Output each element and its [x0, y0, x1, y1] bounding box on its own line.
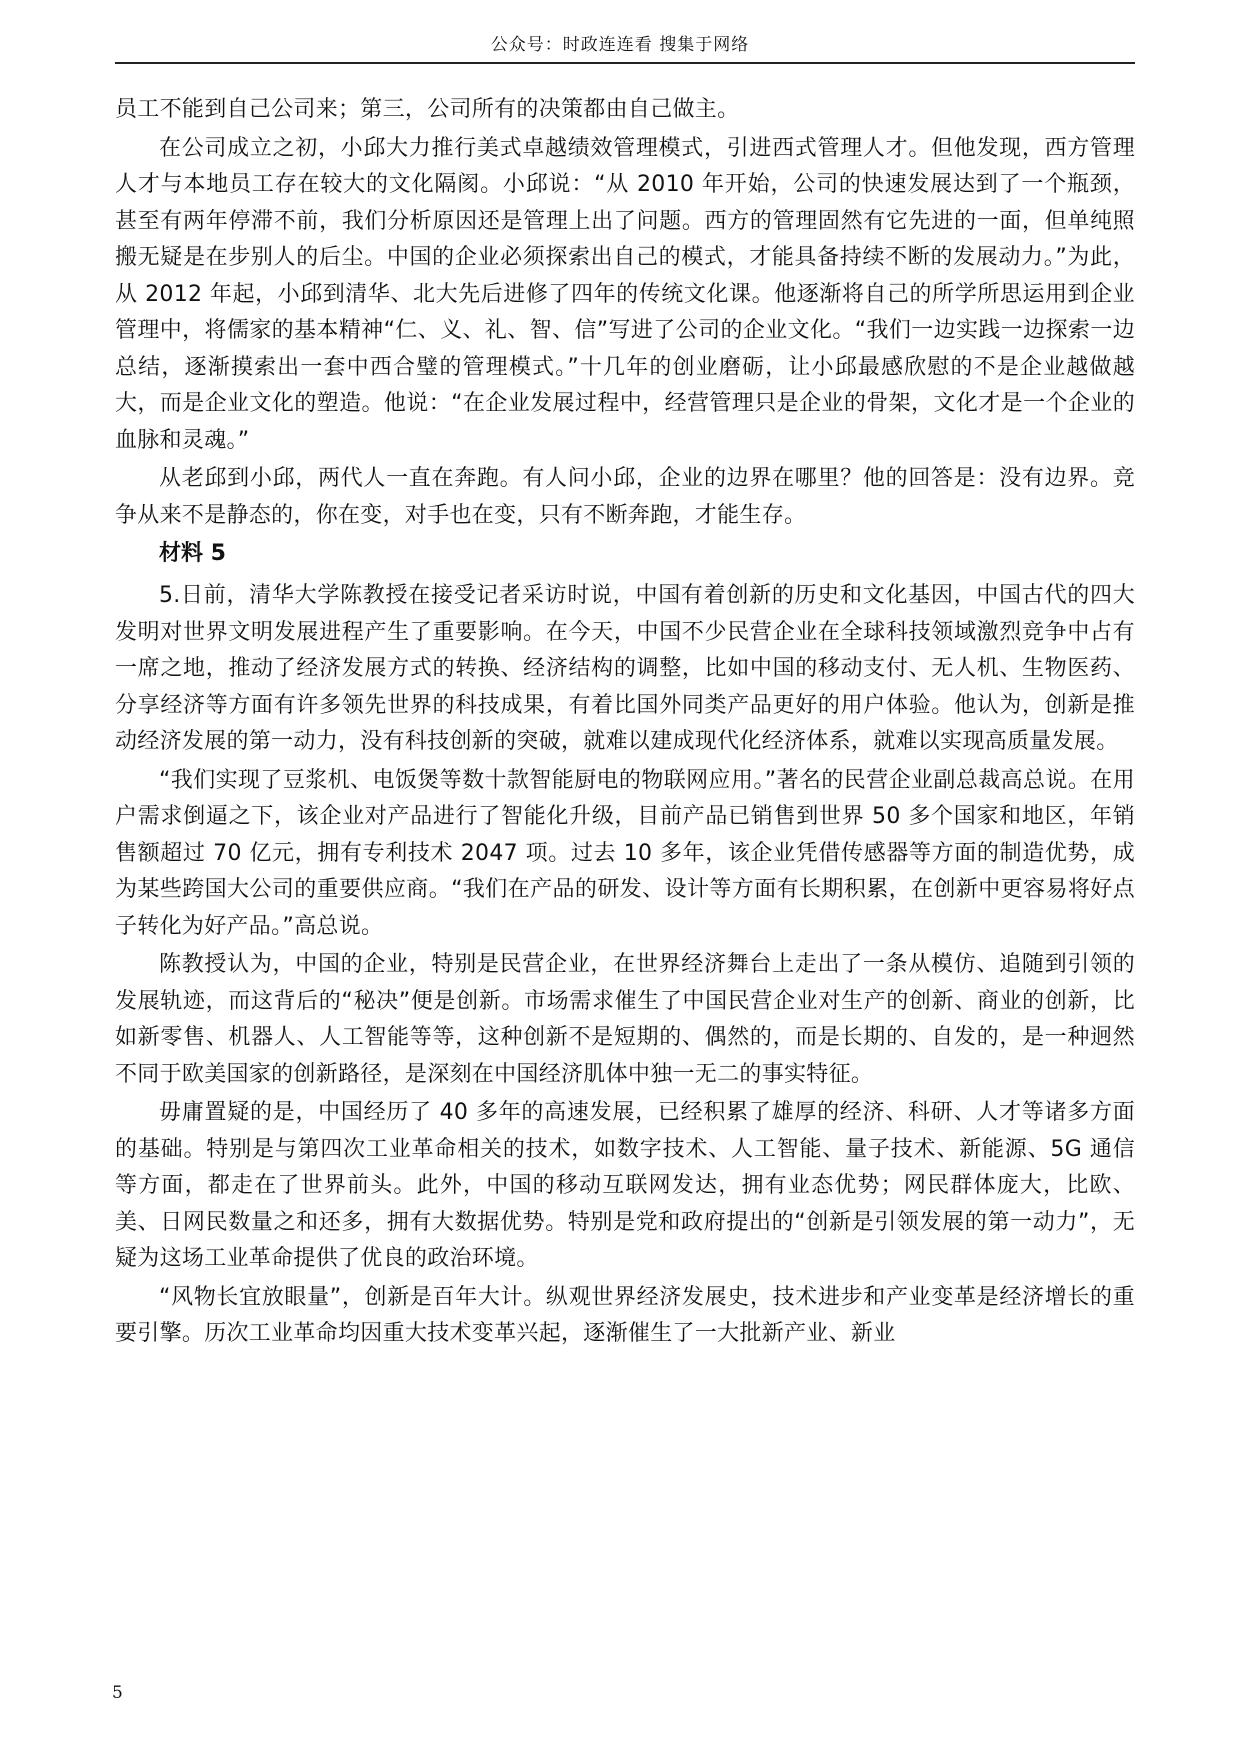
paragraph: “风物长宜放眼量”，创新是百年大计。纵观世界经济发展史，技术进步和产业变革是经济增长的重要引擎。历次工业革命均因重大技术变革兴起，逐渐催生了一大批新产业、新业 [115, 1284, 1135, 1346]
paragraph: “我们实现了豆浆机、电饭煲等数十款智能厨电的物联网应用。”著名的民营企业副总裁高总说。在用户需求倒逼之下，该企业对产品进行了智能化升级，目前产品已销售到世界 50 多个国家和地区，年销售额超过 70 亿元，拥有专利技术 2047 项。过去 10 多年，该企业凭借传感器等方面的制造优势，成为某些跨国大公司的重要供应商。“我们在产品的研发、设计等方面有长期积累，在创新中更容易将好点子转化为好产品。”高总说。 [115, 767, 1135, 939]
section-heading: 材料 5 [159, 541, 226, 566]
paragraph: 在公司成立之初，小邱大力推行美式卓越绩效管理模式，引进西式管理人才。但他发现，西方管理人才与本地员工存在较大的文化隔阂。小邱说：“从 2010 年开始，公司的快速发展达到了一个瓶颈，甚至有两年停滞不前，我们分析原因还是管理上出了问题。西方的管理固然有它先进的一面，但单纯照搬无疑是在步别人的后尘。中国的企业必须探索出自己的模式，才能具备持续不断的发展动力。”为此，从 2012 年起，小邱到清华、北大先后进修了四年的传统文化课。他逐渐将自己的所学所思运用到企业管理中，将儒家的基本精神“仁、义、礼、智、信”写进了公司的企业文化。“我们一边实践一边探索一边总结，逐渐摸索出一套中西合璧的管理模式。”十几年的创业磨砺，让小邱最感欣慰的不是企业越做越大，而是企业文化的塑造。他说：“在企业发展过程中，经营管理只是企业的骨架，文化才是一个企业的血脉和灵魂。” [115, 135, 1135, 453]
paragraph-continued: 员工不能到自己公司来；第三，公司所有的决策都由自己做主。 [115, 97, 740, 122]
page-header: 公众号：时政连连看 搜集于网络 [490, 35, 750, 55]
paragraph: 5.日前，清华大学陈教授在接受记者采访时说，中国有着创新的历史和文化基因，中国古代的四大发明对世界文明发展进程产生了重要影响。在今天，中国不少民营企业在全球科技领域激烈竞争中占有一席之地，推动了经济发展方式的转换、经济结构的调整，比如中国的移动支付、无人机、生物医药、分享经济等方面有许多领先世界的科技成果，有着比国外同类产品更好的用户体验。他认为，创新是推动经济发展的第一动力，没有科技创新的突破，就难以建成现代化经济体系，就难以实现高质量发展。 [115, 583, 1135, 754]
page-number: 5 [112, 1683, 123, 1703]
paragraph: 从老邱到小邱，两代人一直在奔跑。有人问小邱，企业的边界在哪里？他的回答是：没有边界。竞争从来不是静态的，你在变，对手也在变，只有不断奔跑，才能生存。 [115, 466, 1135, 528]
paragraph: 陈教授认为，中国的企业，特别是民营企业，在世界经济舞台上走出了一条从模仿、追随到引领的发展轨迹，而这背后的“秘决”便是创新。市场需求催生了中国民营企业对生产的创新、商业的创新，比如新零售、机器人、人工智能等等，这种创新不是短期的、偶然的，而是长期的、自发的，是一种迥然不同于欧美国家的创新路径，是深刻在中国经济肌体中独一无二的事实特征。 [115, 952, 1135, 1087]
document-body [115, 92, 1135, 1355]
paragraph: 毋庸置疑的是，中国经历了 40 多年的高速发展，已经积累了雄厚的经济、科研、人才等诸多方面的基础。特别是与第四次工业革命相关的技术，如数字技术、人工智能、量子技术、新能源、5G 通信等方面，都走在了世界前头。此外，中国的移动互联网发达，拥有业态优势；网民群体庞大，比欧、美、日网民数量之和还多，拥有大数据优势。特别是党和政府提出的“创新是引领发展的第一动力”，无疑为这场工业革命提供了优良的政治环境。 [115, 1100, 1135, 1271]
header-divider [115, 62, 1135, 64]
